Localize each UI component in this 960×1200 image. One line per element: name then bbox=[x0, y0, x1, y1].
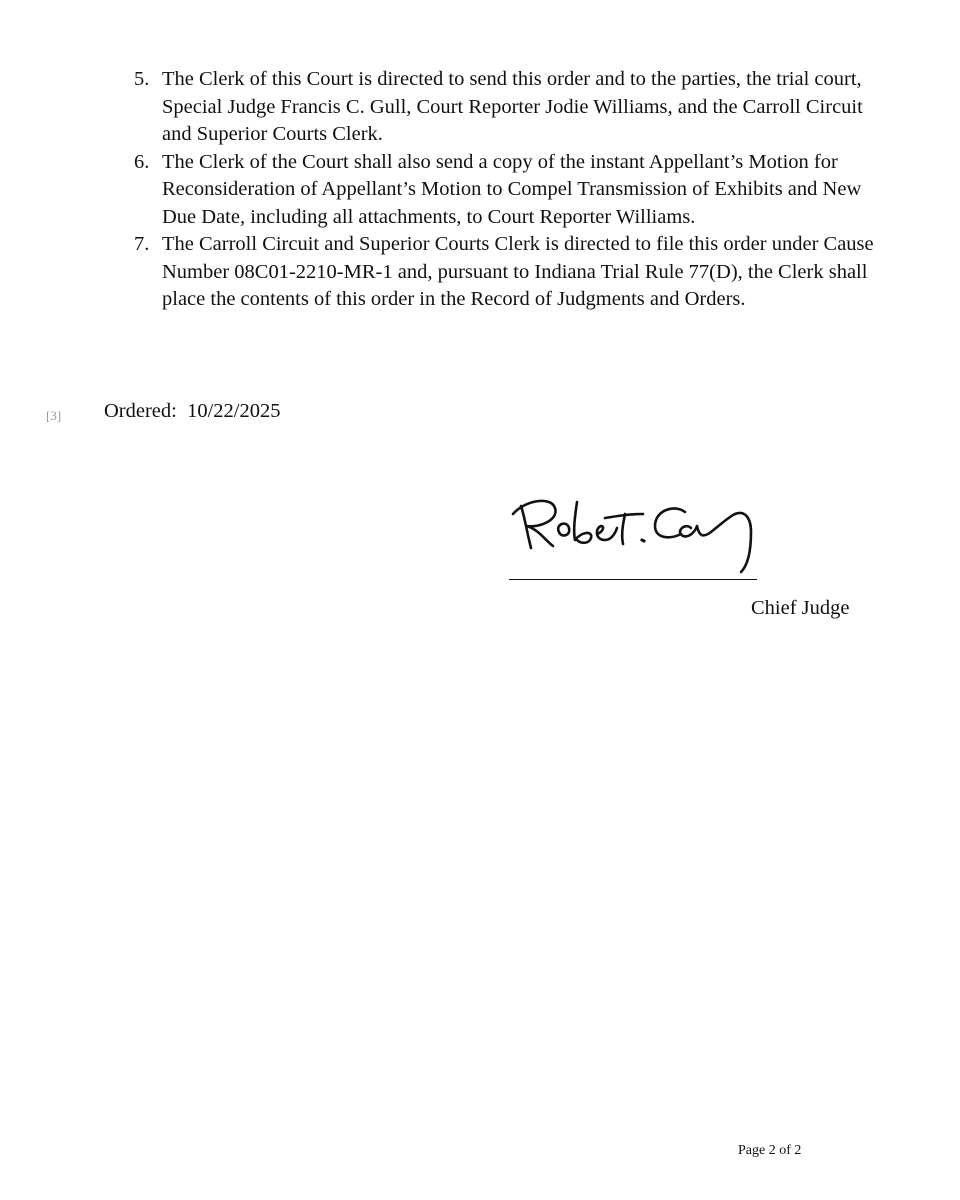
order-item-5 bbox=[134, 66, 874, 149]
item-number: 6. bbox=[134, 150, 150, 173]
item-number: 5. bbox=[134, 68, 150, 90]
item-text: The Carroll Circuit and Superior Courts Clerk is directed to file this order under Cause Number 08C01-2210-MR-1 and, pursuant to Indiana Trial Rule 77(D), the Clerk shall place the contents of this order in the Record of Judgments and Orders. bbox=[162, 233, 874, 310]
item-text: The Clerk of this Court is directed to send this order and to the parties, the trial court, Special Judge Francis C. Gull, Court Reporter Jodie Williams, and the Carroll Circuit and Superior Courts Clerk. bbox=[162, 68, 863, 145]
margin-reference: [3] bbox=[46, 408, 62, 423]
ordered-line bbox=[104, 400, 281, 423]
item-text: The Clerk of the Court shall also send a copy of the instant Appellant’s Motion for Reconsideration of Appellant’s Motion to Compel Transmission of Exhibits and New Due Date, including all attachments, to Court Reporter Williams. bbox=[162, 150, 862, 228]
signer-title: Chief Judge bbox=[751, 597, 850, 619]
order-list bbox=[134, 66, 874, 314]
order-item-7 bbox=[134, 231, 874, 314]
order-item-6 bbox=[134, 149, 874, 232]
ordered-date: 10/22/2025 bbox=[187, 400, 281, 422]
item-number: 7. bbox=[134, 233, 150, 255]
page-number: Page 2 of 2 bbox=[738, 1143, 802, 1158]
signature-icon bbox=[505, 488, 765, 574]
ordered-label: Ordered: bbox=[104, 400, 177, 422]
signature-line bbox=[509, 579, 757, 580]
